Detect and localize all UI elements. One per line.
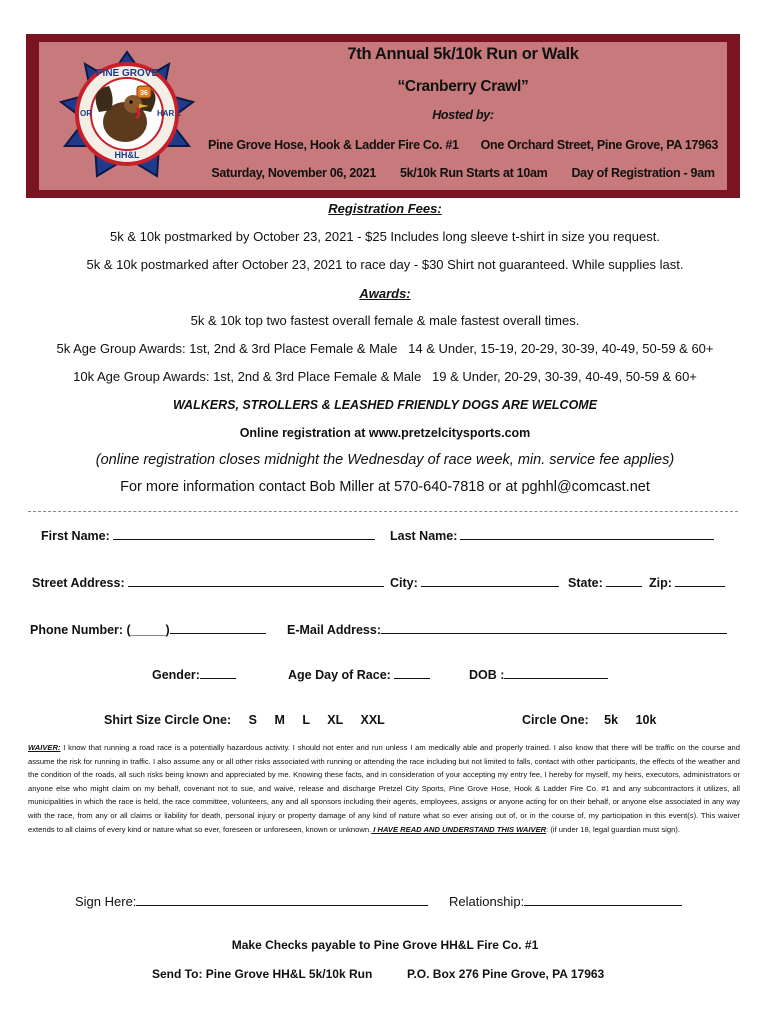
zip-input[interactable] — [675, 574, 725, 587]
last-name-field[interactable] — [390, 527, 714, 543]
shirt-size-xl[interactable]: XL — [327, 713, 343, 727]
dob-label: DOB : — [469, 668, 505, 682]
waiver-emphasis: I HAVE READ AND UNDERSTAND THIS WAIVER — [371, 824, 547, 834]
shirt-size-s[interactable]: S — [248, 713, 257, 727]
checks-payable: Make Checks payable to Pine Grove HH&L Fire Co. #1 — [231, 938, 539, 952]
fire-company-logo — [59, 50, 195, 182]
waiver-label: WAIVER: — [28, 743, 61, 752]
race-choice-label: Circle One: — [522, 713, 589, 727]
race-choice-row — [522, 713, 656, 727]
age-field[interactable] — [288, 666, 430, 682]
waiver-body: I know that running a road race is a potentially hazardous activity. I should not enter and run unless I am medically able and properly trained. I also know that there will be traffic on the course and assume the risk for running in traffic. I also assume any or all other risks associated with running or attending the race including but not limited to falls, contact with other participants, the effects of the weather and the condition of the roads, all such risks being known and appreciated by me. Knowing these facts, and in consideration of your accepting my entry fee, I hereby for myself, my heirs, executors, administrators or anyone else who might claim on my behalf, covenant not to sue, and waive, release and discharge Pretzel City Sports, Pine Grove Hose, Hook & Ladder Fire Co. #1 and any subcontractors it utilizes, all municipalities in which the race is held, the race committee, volunteers, any and all sponsors including their agents, employees, assigns or anyone acting for on their behalf, or anyone else associated in any way with the race, from any or all claims or liability for death, personal injury or property damage of any kind of nature what so ever arising out of, or in the course of, my participation in this event(s). This waiver extends to all claims of every kind or nature what so ever, foreseen or unforeseen, known or unknown. — [28, 743, 740, 834]
welcome-notice: WALKERS, STROLLERS & LEASHED FRIENDLY DOGS ARE WELCOME — [172, 398, 598, 412]
start-time: 5k/10k Run Starts at 10am — [400, 166, 548, 180]
host-name: Pine Grove Hose, Hook & Ladder Fire Co. #1 — [207, 138, 459, 152]
street-label: Street Address: — [32, 576, 125, 590]
race-option-5k[interactable]: 5k — [604, 713, 619, 727]
shirt-size-l[interactable]: L — [302, 713, 310, 727]
age-input[interactable] — [394, 666, 430, 679]
logo-text-bottom: HH&L — [114, 150, 140, 160]
city-input[interactable] — [421, 574, 559, 587]
fee-line-1: 5k & 10k postmarked by October 23, 2021 - $25 Includes long sleeve t-shirt in size you request. — [110, 229, 660, 244]
email-label: E-Mail Address: — [287, 623, 382, 637]
street-field[interactable] — [32, 574, 384, 590]
send-to: Send To: Pine Grove HH&L 5k/10k Run — [152, 967, 373, 981]
fee-line-2: 5k & 10k postmarked after October 23, 2021 to race day - $30 Shirt not guaranteed. While supplies last. — [86, 257, 684, 272]
signature-input[interactable] — [136, 893, 428, 906]
dob-input[interactable] — [504, 666, 608, 679]
first-name-field[interactable] — [41, 527, 375, 543]
awards-heading: Awards: — [359, 286, 411, 301]
zip-label: Zip: — [649, 576, 672, 590]
contact-info: For more information contact Bob Miller at 570-640-7818 or at pghhl@comcast.net — [120, 479, 650, 495]
relationship-label: Relationship: — [449, 894, 525, 909]
last-name-input[interactable] — [460, 527, 714, 540]
signature-label: Sign Here: — [75, 894, 137, 909]
event-subtitle: “Cranberry Crawl” — [397, 78, 529, 95]
host-row — [199, 138, 727, 152]
registration-closes-note: (online registration closes midnight the Wednesday of race week, min. service fee applies) — [95, 452, 675, 468]
logo-text-right: HAR 1 — [156, 109, 182, 118]
po-box: P.O. Box 276 Pine Grove, PA 17963 — [407, 967, 605, 981]
signature-field[interactable] — [75, 893, 428, 909]
logo-text-top: PINE GROVE — [95, 68, 159, 79]
relationship-field[interactable] — [449, 893, 682, 909]
shirt-size-xxl[interactable]: XXL — [360, 713, 385, 727]
first-name-input[interactable] — [113, 527, 375, 540]
waiver-text — [28, 741, 740, 836]
awards-line-2: 5k Age Group Awards: 1st, 2nd & 3rd Place Female & Male 14 & Under, 15-19, 20-29, 30-39, 40-49, 50-59 & 60+ — [56, 341, 714, 356]
header-banner — [26, 34, 740, 198]
zip-field[interactable] — [649, 574, 725, 590]
gender-field[interactable] — [152, 666, 236, 682]
email-input[interactable] — [381, 621, 727, 634]
last-name-label: Last Name: — [390, 529, 458, 543]
city-field[interactable] — [390, 574, 559, 590]
age-label: Age Day of Race: — [288, 668, 391, 682]
registration-time: Day of Registration - 9am — [571, 166, 715, 180]
phone-input[interactable] — [170, 621, 266, 634]
shirt-size-m[interactable]: M — [274, 713, 285, 727]
state-field[interactable] — [568, 574, 642, 590]
logo-text-left: OR — [80, 109, 92, 118]
host-address: One Orchard Street, Pine Grove, PA 17963 — [480, 138, 719, 152]
street-input[interactable] — [128, 574, 384, 587]
cut-line — [28, 511, 738, 512]
hosted-by-label: Hosted by: — [432, 108, 494, 122]
gender-input[interactable] — [200, 666, 236, 679]
state-input[interactable] — [606, 574, 642, 587]
shirt-size-row — [104, 713, 385, 727]
first-name-label: First Name: — [41, 529, 110, 543]
state-label: State: — [568, 576, 603, 590]
event-title: 7th Annual 5k/10k Run or Walk — [347, 45, 579, 63]
fees-heading: Registration Fees: — [328, 201, 442, 216]
awards-line-1: 5k & 10k top two fastest overall female & male fastest overall times. — [190, 313, 580, 328]
dob-field[interactable] — [469, 666, 608, 682]
online-registration: Online registration at www.pretzelcitysports.com — [239, 426, 531, 440]
shirt-size-label: Shirt Size Circle One: — [104, 713, 232, 727]
gender-label: Gender: — [152, 668, 200, 682]
schedule-row — [199, 166, 727, 180]
email-field[interactable] — [287, 621, 727, 637]
phone-field[interactable] — [30, 621, 266, 637]
phone-label: Phone Number: (_____) — [30, 623, 170, 637]
race-option-10k[interactable]: 10k — [635, 713, 657, 727]
logo-number: 36 — [140, 90, 148, 97]
relationship-input[interactable] — [524, 893, 682, 906]
awards-line-3: 10k Age Group Awards: 1st, 2nd & 3rd Place Female & Male 19 & Under, 20-29, 30-39, 40-49, 50-59 & 60+ — [73, 369, 697, 384]
header-banner-inner — [39, 42, 727, 190]
waiver-tail: : (if under 18, legal guardian must sign). — [546, 824, 680, 834]
city-label: City: — [390, 576, 418, 590]
event-date: Saturday, November 06, 2021 — [211, 166, 376, 180]
